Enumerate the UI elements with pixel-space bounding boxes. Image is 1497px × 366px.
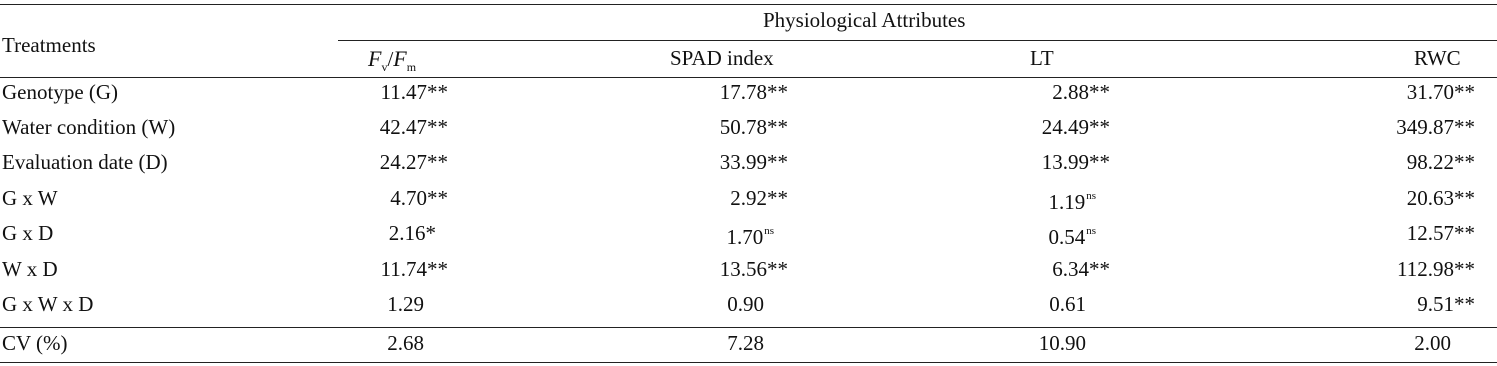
- table-cell: [1407, 80, 1475, 104]
- significance-mark: **: [427, 257, 448, 281]
- significance-mark: **: [767, 150, 788, 174]
- header-bottom-rule: [0, 77, 1497, 78]
- row-label: Genotype (G): [2, 80, 119, 104]
- table-cell: [390, 186, 448, 210]
- significance-mark: **: [767, 115, 788, 139]
- cell-value: 1.70: [726, 225, 764, 249]
- table-cell: [1396, 115, 1475, 139]
- significance-mark: **: [1454, 221, 1475, 245]
- cell-value: 50.78: [719, 115, 767, 139]
- cell-value: 7.28: [727, 331, 764, 355]
- row-label: CV (%): [2, 331, 68, 355]
- table-cell: [730, 186, 788, 210]
- cell-value: 112.98: [1397, 257, 1454, 281]
- cell-value: 13.99: [1041, 150, 1089, 174]
- table-cell: [720, 115, 788, 139]
- significance-mark: ns: [1086, 190, 1096, 202]
- significance-mark: **: [1454, 150, 1475, 174]
- significance-mark: ns: [1086, 225, 1096, 237]
- significance-mark: **: [767, 186, 788, 210]
- table-cell: [1397, 257, 1475, 281]
- cell-value: 13.56: [719, 257, 767, 281]
- significance-mark: ns: [764, 225, 774, 237]
- table-cell: [727, 292, 788, 316]
- significance-mark: [1451, 331, 1475, 355]
- cell-value: 9.51: [1417, 292, 1454, 316]
- significance-mark: **: [1089, 80, 1110, 104]
- column-header-spad: SPAD index: [670, 46, 774, 70]
- cell-value: 12.57: [1406, 221, 1454, 245]
- table-cell: [1042, 115, 1110, 139]
- table-cell: [389, 221, 448, 245]
- cell-value: 98.22: [1406, 150, 1454, 174]
- cell-value: 1.19: [1048, 190, 1086, 214]
- table-cell: [1407, 186, 1475, 210]
- significance-mark: **: [1089, 257, 1110, 281]
- table-cell: [720, 150, 788, 174]
- significance-mark: **: [427, 80, 448, 104]
- cell-value: 42.47: [379, 115, 427, 139]
- row-label: Evaluation date (D): [2, 150, 168, 174]
- significance-mark: **: [1454, 292, 1475, 316]
- significance-mark: **: [1089, 115, 1110, 139]
- column-header-lt: LT: [1030, 46, 1054, 70]
- table-cell: [1049, 292, 1110, 316]
- row-label: Water condition (W): [2, 115, 176, 139]
- significance-mark: **: [427, 150, 448, 174]
- table-cell: [726, 221, 788, 249]
- table-cell: [1417, 292, 1475, 316]
- table-cell: [1407, 150, 1475, 174]
- cell-value: 349.87: [1396, 115, 1454, 139]
- table-cell: [380, 150, 448, 174]
- cell-value: 11.74: [380, 257, 427, 281]
- cell-value: 0.54: [1048, 225, 1086, 249]
- cell-value: 4.70: [390, 186, 427, 210]
- cell-value: 0.90: [727, 292, 764, 316]
- row-label: G x D: [2, 221, 54, 245]
- cell-value: 2.88: [1052, 80, 1089, 104]
- cell-value: 2.16: [388, 221, 426, 245]
- significance-mark: **: [767, 80, 788, 104]
- significance-mark: **: [767, 257, 788, 281]
- significance-mark: [1086, 331, 1110, 355]
- cell-value: 6.34: [1052, 257, 1089, 281]
- table-cell: [727, 331, 788, 355]
- table-cell: [381, 80, 448, 104]
- table-cell: [1052, 80, 1110, 104]
- significance-mark: **: [1454, 257, 1475, 281]
- table-cell: [1414, 331, 1475, 355]
- cv-separator-rule: [0, 327, 1497, 328]
- cell-value: 2.92: [730, 186, 767, 210]
- table-cell: [387, 331, 448, 355]
- row-label: W x D: [2, 257, 58, 281]
- cell-value: 17.78: [719, 80, 767, 104]
- stub-header: Treatments: [2, 33, 96, 57]
- table-cell: [720, 257, 788, 281]
- significance-mark: **: [1454, 115, 1475, 139]
- top-rule: [0, 4, 1497, 5]
- table-cell: [1042, 150, 1110, 174]
- table-cell: [1048, 186, 1110, 214]
- column-header-rwc: RWC: [1414, 46, 1461, 70]
- group-header: Physiological Attributes: [763, 8, 966, 32]
- cell-value: 11.47: [380, 80, 427, 104]
- table-cell: [1048, 221, 1110, 249]
- significance-mark: [764, 331, 788, 355]
- significance-mark: **: [1089, 150, 1110, 174]
- cell-value: 31.70: [1406, 80, 1454, 104]
- significance-mark: [1086, 292, 1110, 316]
- cell-value: 24.27: [379, 150, 427, 174]
- significance-mark: [424, 292, 448, 316]
- table-cell: [1407, 221, 1475, 245]
- cell-value: 2.68: [387, 331, 424, 355]
- cell-value: 2.00: [1414, 331, 1451, 355]
- significance-mark: **: [427, 186, 448, 210]
- significance-mark: *: [425, 221, 436, 245]
- cell-value: 20.63: [1406, 186, 1454, 210]
- table-cell: [387, 292, 448, 316]
- significance-mark: [764, 292, 788, 316]
- group-underline: [338, 40, 1497, 41]
- significance-mark: **: [1454, 186, 1475, 210]
- table-cell: [380, 115, 448, 139]
- column-header-fv-fm: $F_v/F_m$: [368, 46, 417, 74]
- significance-mark: [424, 331, 448, 355]
- cell-value: 33.99: [719, 150, 767, 174]
- significance-mark: **: [427, 115, 448, 139]
- bottom-rule: [0, 362, 1497, 363]
- row-label: G x W x D: [2, 292, 94, 316]
- cell-value: 0.61: [1049, 292, 1086, 316]
- table-cell: [1052, 257, 1110, 281]
- cell-value: 10.90: [1038, 331, 1086, 355]
- table-cell: [720, 80, 788, 104]
- row-label: G x W: [2, 186, 58, 210]
- table-cell: [381, 257, 448, 281]
- cell-value: 1.29: [387, 292, 424, 316]
- cell-value: 24.49: [1041, 115, 1089, 139]
- significance-mark: **: [1454, 80, 1475, 104]
- table-cell: [1039, 331, 1110, 355]
